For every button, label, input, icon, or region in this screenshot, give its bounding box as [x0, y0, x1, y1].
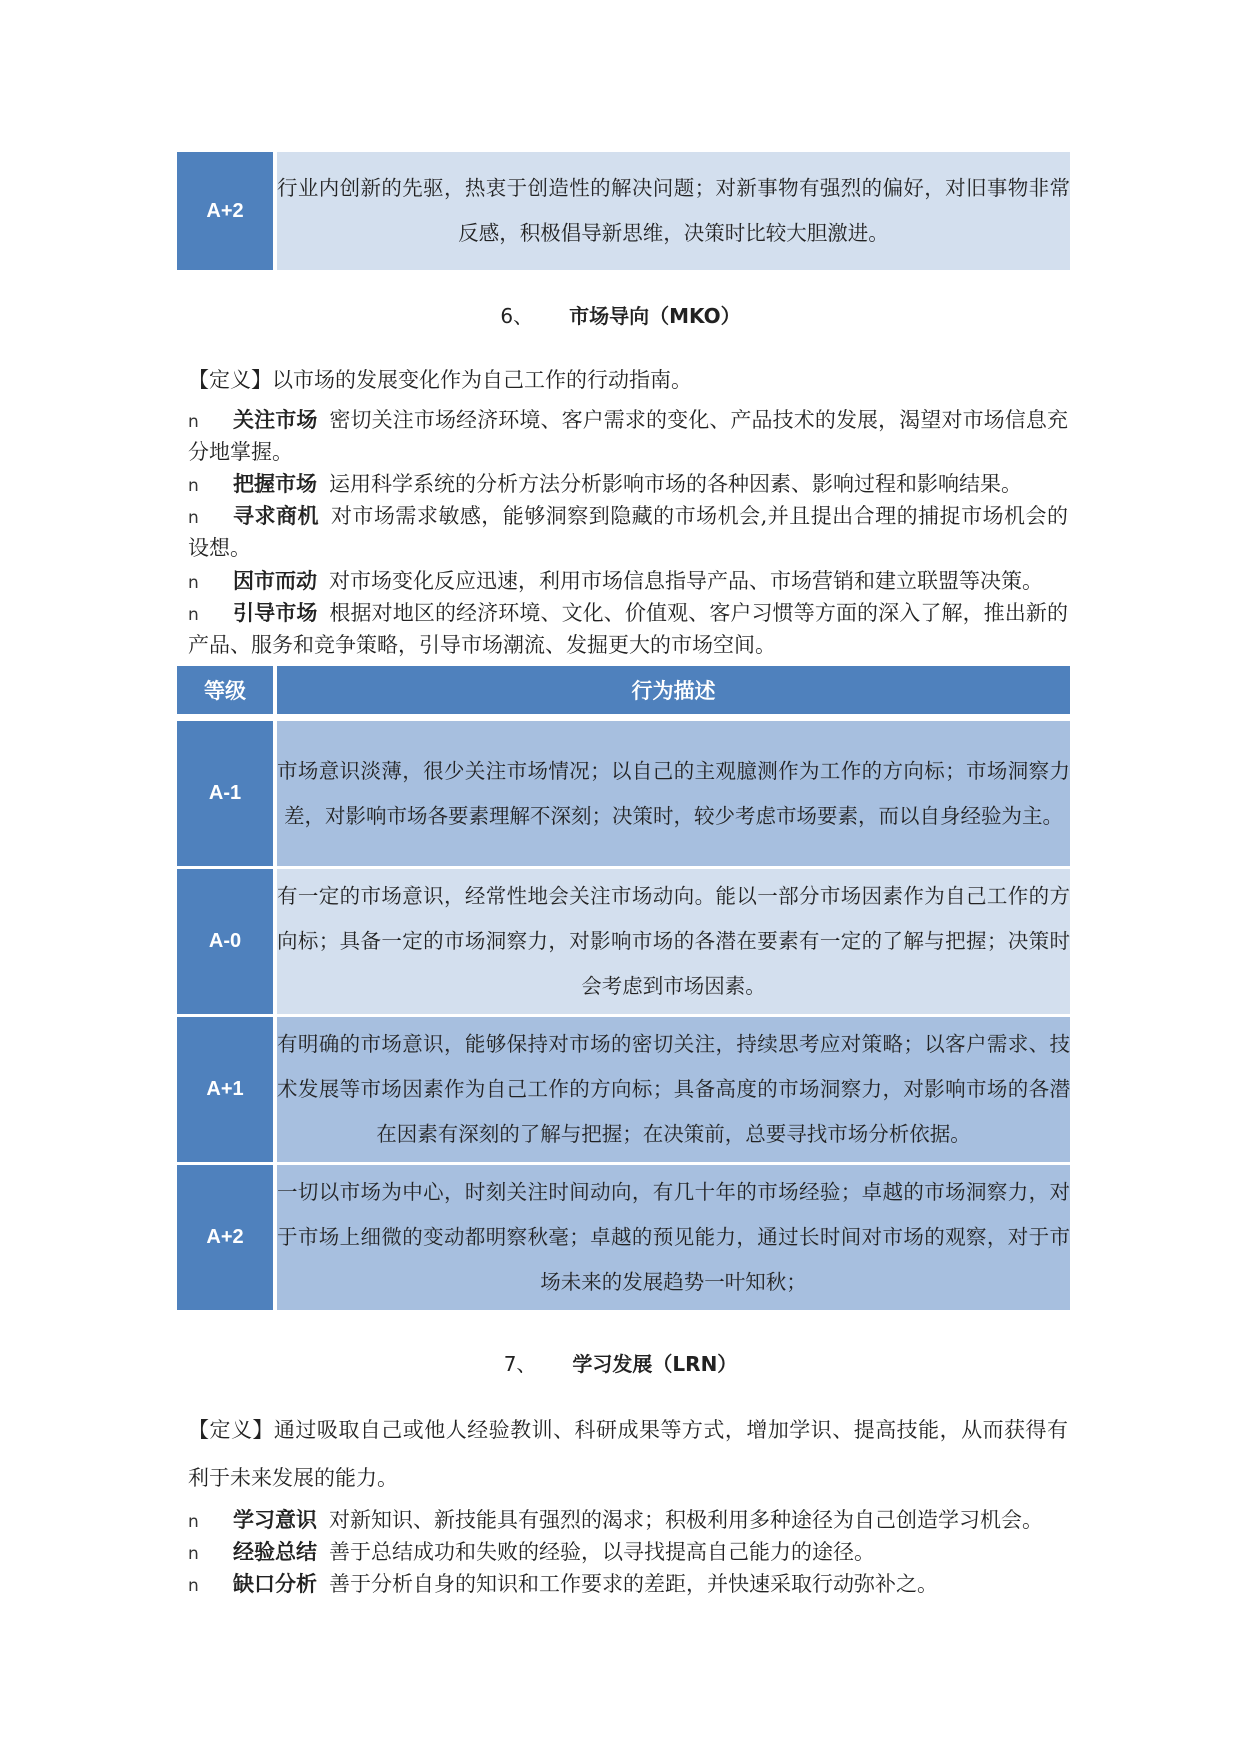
grade-description: 有明确的市场意识，能够保持对市场的密切关注，持续思考应对策略；以客户需求、技术发展等市场因素作为自己工作的方向标；具备高度的市场洞察力，对影响市场的各潜在因素有深刻的了解与把握；在决策前，总要寻找市场分析依据。 — [275, 1016, 1070, 1164]
grade-description: 市场意识淡薄，很少关注市场情况；以自己的主观臆测作为工作的方向标；市场洞察力差，对影响市场各要素理解不深刻；决策时，较少考虑市场要素，而以自身经验为主。 — [275, 718, 1070, 868]
bullet-text: 对市场变化反应迅速，利用市场信息指导产品、市场营销和建立联盟等决策。 — [329, 569, 1043, 593]
list-item — [188, 468, 1068, 500]
bullet-text: 密切关注市场经济环境、客户需求的变化、产品技术的发展，渴望对市场信息充分地掌握。 — [188, 408, 1068, 464]
section-heading — [0, 300, 1241, 329]
market-grade-table — [177, 666, 1070, 1310]
section-title: 学习发展（LRN） — [572, 1352, 738, 1376]
bullet-title: 经验总结 — [233, 1540, 317, 1564]
table-row — [177, 152, 1070, 270]
bullet-text: 善于总结成功和失败的经验，以寻找提高自己能力的途径。 — [329, 1540, 875, 1564]
bullet-title: 寻求商机 — [233, 504, 319, 528]
table-row — [177, 1164, 1070, 1311]
list-item — [188, 597, 1068, 661]
table-row — [177, 1016, 1070, 1164]
innovation-grade-table — [177, 152, 1070, 270]
bullet-icon: n — [188, 1544, 199, 1564]
grade-level: A-0 — [177, 868, 275, 1016]
bullet-text: 对新知识、新技能具有强烈的渴求；积极利用多种途径为自己创造学习机会。 — [329, 1508, 1043, 1532]
section-number: 6、 — [500, 304, 534, 328]
bullet-icon: n — [188, 476, 199, 496]
section-number: 7、 — [503, 1352, 537, 1376]
list-item — [188, 404, 1068, 468]
bullet-icon: n — [188, 1512, 199, 1532]
bullet-title: 把握市场 — [233, 472, 317, 496]
bullet-icon: n — [188, 605, 199, 625]
bullet-icon: n — [188, 573, 199, 593]
list-item — [188, 1568, 1068, 1600]
bullet-title: 关注市场 — [233, 408, 318, 432]
section-heading — [0, 1348, 1241, 1377]
bullet-icon: n — [188, 1576, 199, 1596]
list-item — [188, 1504, 1068, 1536]
list-item — [188, 1536, 1068, 1568]
bullet-title: 因市而动 — [233, 569, 317, 593]
grade-level: A+1 — [177, 1016, 275, 1164]
definition-text: 【定义】通过吸取自己或他人经验教训、科研成果等方式，增加学识、提高技能，从而获得有利于未来发展的能力。 — [188, 1418, 1068, 1490]
bullet-icon: n — [188, 508, 199, 528]
bullet-text: 对市场需求敏感，能够洞察到隐藏的市场机会,并且提出合理的捕捉市场机会的设想。 — [188, 504, 1068, 560]
bullet-title: 缺口分析 — [233, 1572, 317, 1596]
grade-level: A-1 — [177, 718, 275, 868]
header-description: 行为描述 — [275, 666, 1070, 718]
grade-description: 一切以市场为中心，时刻关注时间动向，有几十年的市场经验；卓越的市场洞察力，对于市场上细微的变动都明察秋毫；卓越的预见能力，通过长时间对市场的观察，对于市场未来的发展趋势一叶知秋； — [275, 1164, 1070, 1311]
table-row — [177, 868, 1070, 1016]
bullet-text: 根据对地区的经济环境、文化、价值观、客户习惯等方面的深入了解，推出新的产品、服务和竞争策略，引导市场潮流、发掘更大的市场空间。 — [188, 601, 1068, 657]
bullet-icon: n — [188, 412, 199, 432]
table-header-row — [177, 666, 1070, 718]
bullet-text: 运用科学系统的分析方法分析影响市场的各种因素、影响过程和影响结果。 — [329, 472, 1022, 496]
grade-level: A+2 — [177, 1164, 275, 1311]
bullet-title: 引导市场 — [233, 601, 318, 625]
section-title: 市场导向（MKO） — [569, 304, 741, 328]
bullet-title: 学习意识 — [233, 1508, 317, 1532]
definition-text: 【定义】以市场的发展变化作为自己工作的行动指南。 — [188, 368, 692, 392]
list-item — [188, 500, 1068, 564]
table-row — [177, 718, 1070, 868]
grade-description: 行业内创新的先驱，热衷于创造性的解决问题；对新事物有强烈的偏好，对旧事物非常反感，积极倡导新思维，决策时比较大胆激进。 — [275, 152, 1070, 270]
list-item — [188, 565, 1068, 597]
bullet-text: 善于分析自身的知识和工作要求的差距，并快速采取行动弥补之。 — [329, 1572, 938, 1596]
grade-level: A+2 — [177, 152, 275, 270]
header-level: 等级 — [177, 666, 275, 718]
grade-description: 有一定的市场意识，经常性地会关注市场动向。能以一部分市场因素作为自己工作的方向标；具备一定的市场洞察力，对影响市场的各潜在要素有一定的了解与把握；决策时会考虑到市场因素。 — [275, 868, 1070, 1016]
